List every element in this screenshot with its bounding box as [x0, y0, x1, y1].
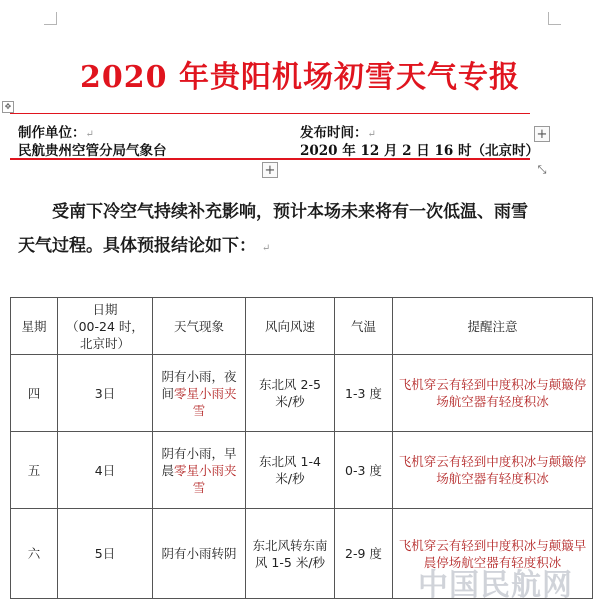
- forecast-table: [10, 297, 593, 599]
- header-weekday: 星期: [11, 298, 58, 355]
- publish-time-value: 2020 年 12 月 2 日 16 时（北京时）: [300, 143, 539, 159]
- table-row: [11, 355, 593, 432]
- cell-notes: 飞机穿云有轻到中度积冰与颠簸早晨停场航空器有轻度积冰: [393, 509, 593, 599]
- cell-temp: 2-9 度: [335, 509, 393, 599]
- table-row: [11, 432, 593, 509]
- header-notes: 提醒注意: [393, 298, 593, 355]
- cell-date: 5日: [58, 509, 153, 599]
- cell-wind: 东北风 1-4 米/秒: [246, 432, 335, 509]
- cell-weekday: 四: [11, 355, 58, 432]
- cell-notes: 飞机穿云有轻到中度积冰与颠簸停场航空器有轻度积冰: [393, 355, 593, 432]
- cell-date: 3日: [58, 355, 153, 432]
- header-temp: 气温: [335, 298, 393, 355]
- cell-weather: 阴有小雨，夜间零星小雨夹雪: [153, 355, 246, 432]
- cell-temp: 1-3 度: [335, 355, 393, 432]
- table-move-handle-icon[interactable]: ✥: [2, 101, 14, 113]
- cell-date: 4日: [58, 432, 153, 509]
- cell-wind: 东北风 2-5 米/秒: [246, 355, 335, 432]
- table-header-row: [11, 298, 593, 355]
- issuer-unit-value: 民航贵州空管分局气象台: [18, 143, 167, 159]
- paragraph-mark-icon: ↵: [261, 243, 271, 254]
- paragraph-mark-icon: ↵: [367, 129, 376, 140]
- paragraph-mark-icon: ↵: [85, 129, 94, 140]
- cell-weekday: 六: [11, 509, 58, 599]
- publish-time-label: 发布时间：↵: [300, 125, 376, 141]
- cell-weather: 阴有小雨转阴: [153, 509, 246, 599]
- add-row-icon[interactable]: +: [262, 162, 278, 178]
- issuer-unit-label: 制作单位：↵: [18, 125, 94, 141]
- watermark-logo: 中国民航网: [418, 568, 573, 603]
- cell-weather: 阴有小雨，早晨零星小雨夹雪: [153, 432, 246, 509]
- issuer-info-table: [10, 113, 539, 160]
- page-corner-mark-right: [548, 12, 561, 25]
- cell-wind: 东北风转东南风 1-5 米/秒: [246, 509, 335, 599]
- cell-notes: 飞机穿云有轻到中度积冰与颠簸停场航空器有轻度积冰: [393, 432, 593, 509]
- table-resize-handle-icon[interactable]: ⤡: [537, 163, 547, 176]
- header-date: 日期 （00-24 时， 北京时）: [58, 298, 153, 355]
- intro-line-2: 天气过程。具体预报结论如下： ↵: [18, 236, 271, 256]
- cell-weekday: 五: [11, 432, 58, 509]
- intro-line-1: 受南下冷空气持续补充影响，预计本场未来将有一次低温、雨雪: [52, 202, 528, 222]
- report-title: 2020 年贵阳机场初雪天气专报: [80, 60, 520, 95]
- header-wind: 风向风速: [246, 298, 335, 355]
- forecast-intro-paragraph: [18, 195, 538, 266]
- cell-temp: 0-3 度: [335, 432, 393, 509]
- add-column-icon[interactable]: +: [534, 126, 550, 142]
- header-weather: 天气现象: [153, 298, 246, 355]
- page-corner-mark-left: [44, 12, 57, 25]
